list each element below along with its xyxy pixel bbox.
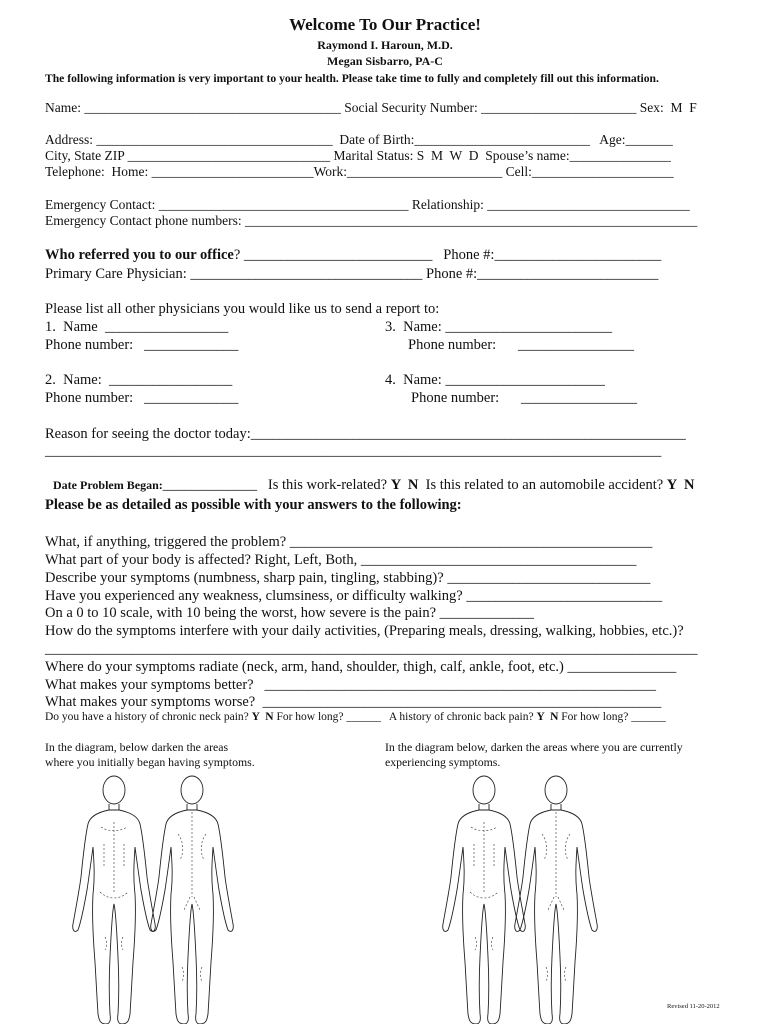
interfere-question: How do the symptoms interfere with your daily activities, (Preparing meals, dressing, walking, hobbies, etc.)? <box>45 623 684 639</box>
pain-scale-question[interactable]: On a 0 to 10 scale, with 10 being the worst, how severe is the pain? _____________ <box>45 605 534 621</box>
physician-1-phone[interactable]: Phone number: _____________ <box>45 337 239 353</box>
emergency-contact-line[interactable]: Emergency Contact: _____________________________________ Relationship: ______________________________ <box>45 197 690 212</box>
back-body-figure-left[interactable] <box>151 776 234 1024</box>
body-part-question[interactable]: What part of your body is affected? Right, Left, Both, ______________________________________ <box>45 552 637 568</box>
diagram-right-caption-2: experiencing symptoms. <box>385 755 501 769</box>
auto-accident-yn[interactable]: Y N <box>666 477 695 493</box>
physician-3-name[interactable]: 3. Name: _______________________ <box>385 319 613 335</box>
work-related-yn[interactable]: Y N <box>390 477 419 493</box>
telephone-line[interactable]: Telephone: Home: ________________________Work:_______________________ Cell:_____________________ <box>45 164 674 179</box>
detailed-heading: Please be as detailed as possible with your answers to the following: <box>45 497 462 513</box>
referred-label: Who referred you to our office <box>45 247 234 263</box>
diagram-left-caption-2: where you initially began having symptoms. <box>45 755 255 769</box>
auto-accident-question: Is this related to an automobile accident? <box>418 477 667 493</box>
intro-text: The following information is very important to your health. Please take time to fully and completely fill out this information. <box>45 72 659 85</box>
front-body-figure-right[interactable] <box>443 776 526 1024</box>
name-ssn-sex-line[interactable]: Name: ______________________________________ Social Security Number: _______________________ Sex: M F <box>45 100 697 115</box>
date-began-field[interactable]: _____________ <box>162 477 258 493</box>
emergency-phone-line[interactable]: Emergency Contact phone numbers: ___________________________________________________________________ <box>45 213 698 228</box>
reason-line[interactable]: Reason for seeing the doctor today:____________________________________________________________ <box>45 426 686 442</box>
diagram-right-caption-1: In the diagram below, darken the areas where you are currently <box>385 740 683 754</box>
weakness-question[interactable]: Have you experienced any weakness, clumsiness, or difficulty walking? ___________________________ <box>45 588 663 604</box>
date-began-label: Date Problem Began: <box>53 478 163 492</box>
current-symptoms-body-diagram[interactable] <box>443 776 598 1024</box>
back-pain-duration[interactable]: For how long? ______ <box>558 711 666 723</box>
physician-1-name[interactable]: 1. Name _________________ <box>45 319 229 335</box>
physician-4-phone[interactable]: Phone number: ________________ <box>411 390 637 406</box>
better-question[interactable]: What makes your symptoms better? ______________________________________________________ <box>45 677 656 693</box>
pa-name: Megan Sisbarro, PA-C <box>327 54 443 68</box>
neck-pain-yn[interactable]: Y N <box>251 711 274 723</box>
back-pain-yn[interactable]: Y N <box>536 711 559 723</box>
worse-question[interactable]: What makes your symptoms worse? _______________________________________________________ <box>45 694 662 710</box>
initial-symptoms-body-diagram[interactable] <box>73 776 234 1024</box>
work-related-question: Is this work-related? <box>267 477 391 493</box>
physicians-intro: Please list all other physicians you would like us to send a report to: <box>45 301 440 317</box>
neck-back-middle[interactable]: For how long? ______ A history of chronic back pain? <box>273 711 537 723</box>
trigger-question[interactable]: What, if anything, triggered the problem? __________________________________________________ <box>45 534 653 550</box>
back-body-figure-right[interactable] <box>515 776 598 1024</box>
address-dob-age-line[interactable]: Address: ___________________________________ Date of Birth:__________________________ Age:_______ <box>45 132 673 147</box>
revised-date: Revised 11-20-2012 <box>667 1003 720 1010</box>
diagram-left-caption-1: In the diagram, below darken the areas <box>45 740 229 754</box>
city-marital-spouse-line[interactable]: City, State ZIP ______________________________ Marital Status: S M W D Spouse’s name:_______________ <box>45 148 671 163</box>
reason-blank-line[interactable]: _____________________________________________________________________________________ <box>45 443 662 459</box>
radiate-question[interactable]: Where do your symptoms radiate (neck, arm, hand, shoulder, thigh, calf, ankle, foot, etc.) _______________ <box>45 659 677 675</box>
interfere-blank-line[interactable]: __________________________________________________________________________________________ <box>45 641 698 657</box>
physician-3-phone[interactable]: Phone number: ________________ <box>408 337 634 353</box>
physician-2-name[interactable]: 2. Name: _________________ <box>45 372 233 388</box>
front-body-figure-left[interactable] <box>73 776 156 1024</box>
neck-pain-question: Do you have a history of chronic neck pain? <box>45 711 252 723</box>
doctor-name: Raymond I. Haroun, M.D. <box>317 38 453 52</box>
primary-care-line[interactable]: Primary Care Physician: ________________________________ Phone #:_________________________ <box>45 266 659 282</box>
physician-2-phone[interactable]: Phone number: _____________ <box>45 390 239 406</box>
describe-question[interactable]: Describe your symptoms (numbness, sharp pain, tingling, stabbing)? ____________________________ <box>45 570 651 586</box>
physician-4-name[interactable]: 4. Name: ______________________ <box>385 372 605 388</box>
page-title: Welcome To Our Practice! <box>289 15 481 34</box>
referred-field[interactable]: ? __________________________ Phone #:_______________________ <box>233 247 662 263</box>
